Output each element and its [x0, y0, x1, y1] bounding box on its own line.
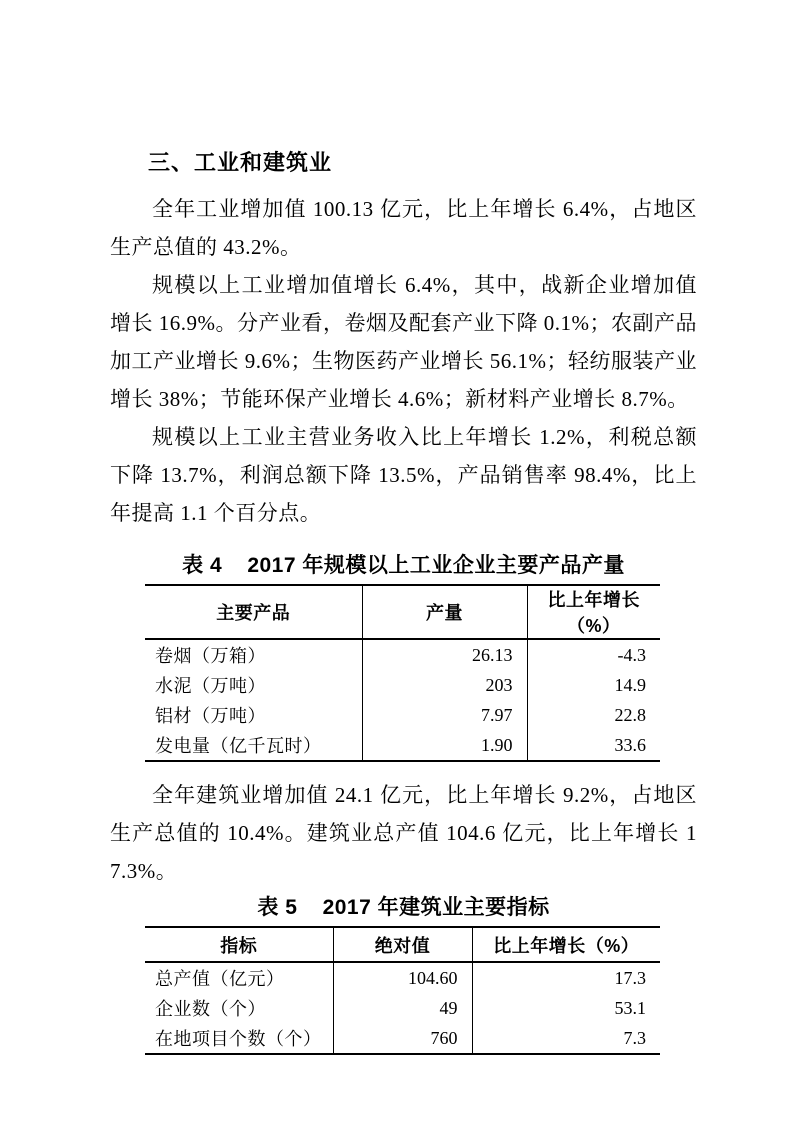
table4-industrial-products [145, 584, 660, 762]
indicator-name-cell: 企业数（个） [155, 999, 266, 1019]
table4-header [145, 585, 660, 639]
growth-value-cell: 14.9 [527, 670, 660, 700]
absolute-value-cell: 104.60 [333, 962, 472, 993]
column-header-absolute: 绝对值 [333, 927, 472, 962]
growth-value-cell: 22.8 [527, 700, 660, 730]
table-header-row [145, 585, 660, 639]
output-value-cell: 7.97 [362, 700, 527, 730]
table5-body [145, 962, 660, 1054]
absolute-value-cell: 49 [333, 993, 472, 1023]
table-header-row [145, 927, 660, 962]
indicator-name-cell: 在地项目个数（个） [155, 1029, 322, 1049]
table4-title-text: 2017 年规模以上工业企业主要产品产量 [247, 554, 625, 577]
table-row [145, 639, 660, 670]
table4-body [145, 639, 660, 761]
spacer [110, 532, 697, 548]
document-content [110, 146, 697, 1055]
table5-header [145, 927, 660, 962]
table5-construction-indicators [145, 926, 660, 1055]
column-header-product: 主要产品 [145, 585, 362, 639]
paragraph-industry-revenue: 规模以上工业主营业务收入比上年增长 1.2%，利税总额下降 13.7%，利润总额下降 13.5%，产品销售率 98.4%，比上年提高 1.1 个百分点。 [110, 425, 697, 525]
indicator-name-cell: 总产值（亿元） [155, 969, 285, 989]
output-value-cell: 26.13 [362, 639, 527, 670]
absolute-value-cell: 760 [333, 1023, 472, 1054]
table-row [145, 1023, 660, 1054]
table5-title [110, 890, 697, 926]
paragraph-industry-overview: 全年工业增加值 100.13 亿元，比上年增长 6.4%，占地区生产总值的 43.2%。 [110, 197, 697, 259]
table4-title [110, 548, 697, 584]
column-header-growth: 比上年增长（%） [472, 927, 660, 962]
growth-value-cell: 33.6 [527, 730, 660, 761]
column-header-output: 产量 [362, 585, 527, 639]
output-value-cell: 1.90 [362, 730, 527, 761]
output-value-cell: 203 [362, 670, 527, 700]
growth-value-cell: -4.3 [527, 639, 660, 670]
growth-value-cell: 53.1 [472, 993, 660, 1023]
growth-value-cell: 7.3 [472, 1023, 660, 1054]
product-name-cell: 铝材（万吨） [155, 706, 266, 726]
table-row [145, 700, 660, 730]
paragraph-construction-overview: 全年建筑业增加值 24.1 亿元，比上年增长 9.2%，占地区生产总值的 10.4%。建筑业总产值 104.6 亿元，比上年增长 17.3%。 [110, 783, 697, 883]
table-row [145, 993, 660, 1023]
table4-label: 表 4 [182, 554, 223, 577]
table-row [145, 730, 660, 761]
product-name-cell: 水泥（万吨） [155, 676, 266, 696]
table-row [145, 962, 660, 993]
growth-value-cell: 17.3 [472, 962, 660, 993]
section-heading: 三、工业和建筑业 [148, 150, 333, 175]
table5-title-text: 2017 年建筑业主要指标 [322, 896, 550, 919]
table-row [145, 670, 660, 700]
column-header-indicator: 指标 [145, 927, 333, 962]
product-name-cell: 发电量（亿千瓦时） [155, 736, 322, 756]
paragraph-industry-breakdown: 规模以上工业增加值增长 6.4%，其中，战新企业增加值增长 16.9%。分产业看，卷烟及配套产业下降 0.1%；农副产品加工产业增长 9.6%；生物医药产业增长 56.1%；轻纺服装产业增长 38%；节能环保产业增长 4.6%；新材料产业增长 8.7%。 [110, 273, 697, 411]
column-header-growth: 比上年增长（%） [527, 585, 660, 639]
product-name-cell: 卷烟（万箱） [155, 646, 266, 666]
table5-label: 表 5 [257, 896, 298, 919]
